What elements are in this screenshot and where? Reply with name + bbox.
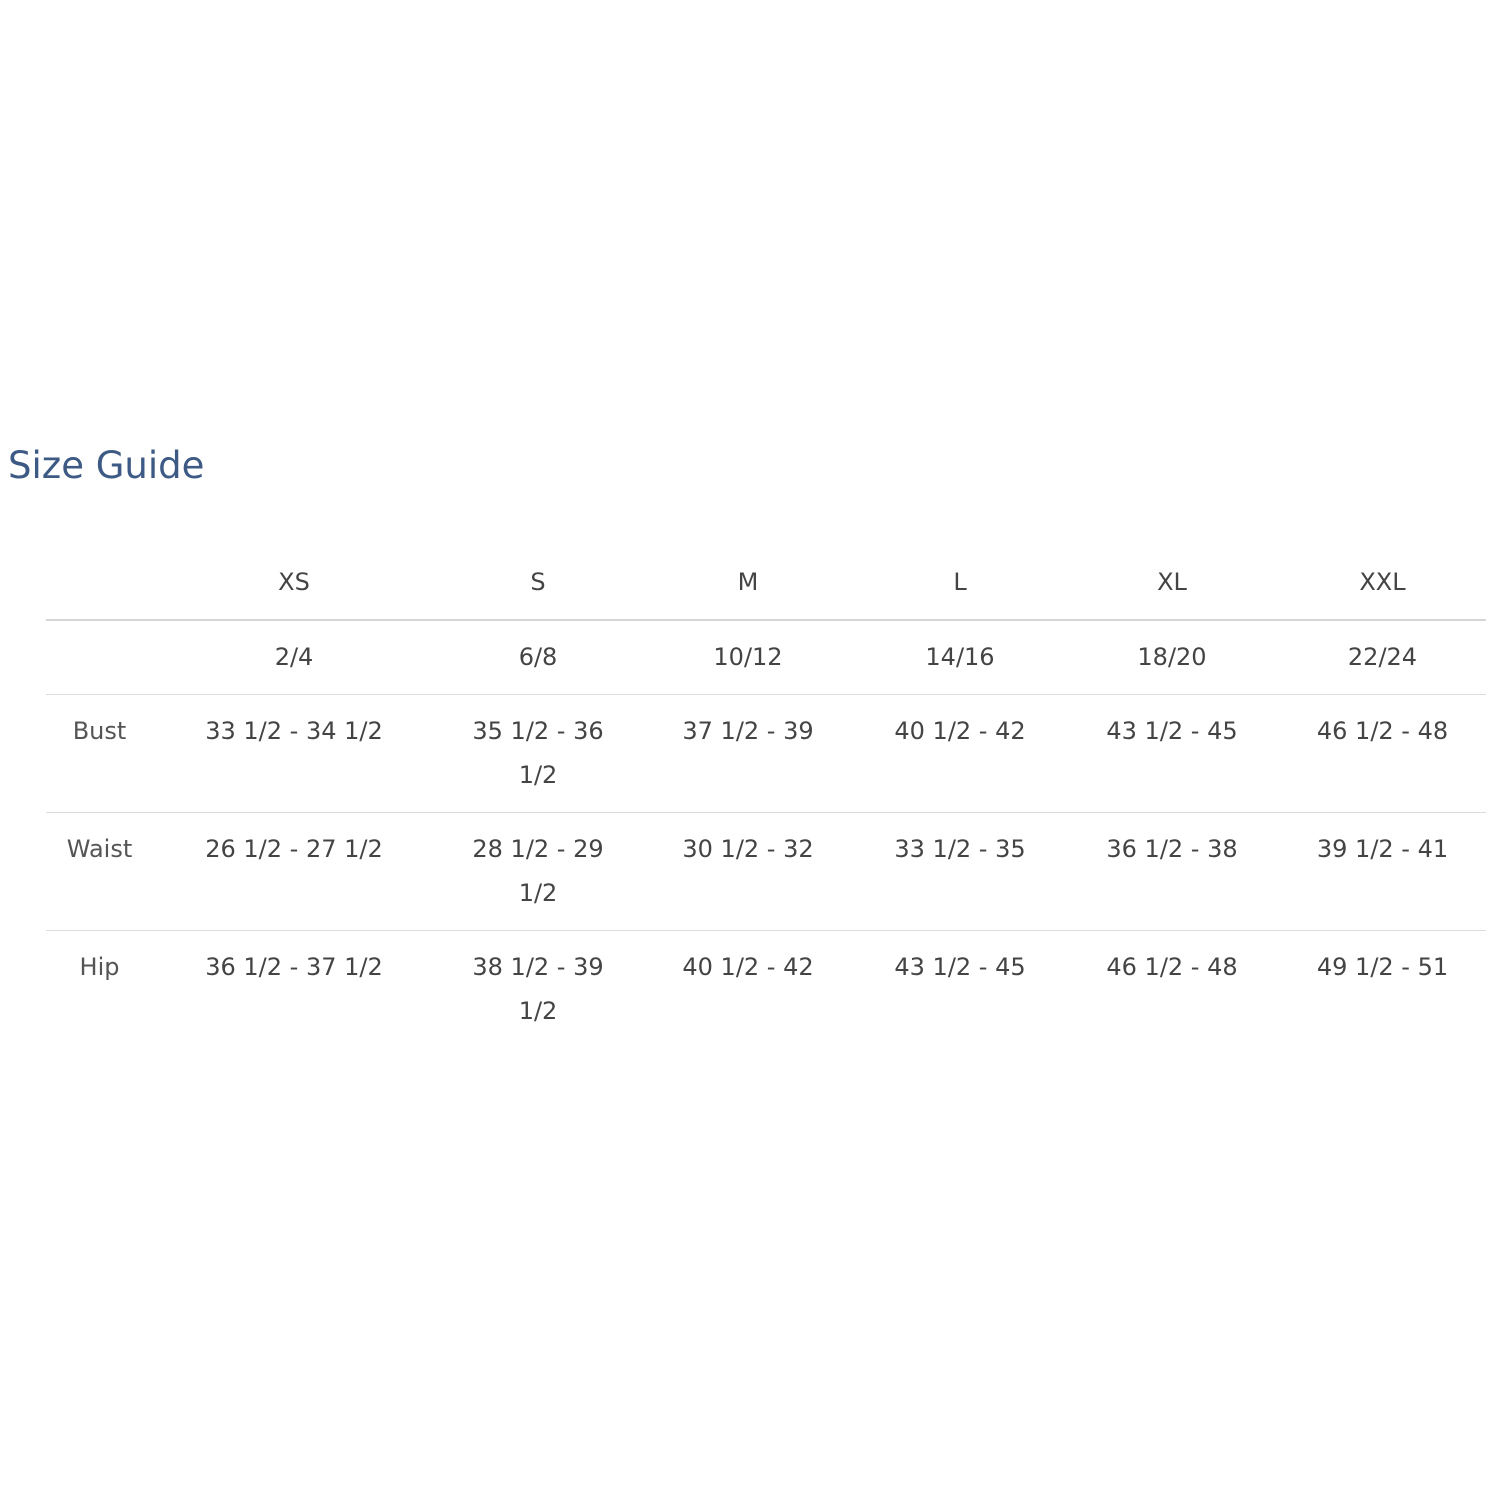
column-header-m: M — [641, 544, 855, 620]
column-header-xxl: XXL — [1279, 544, 1486, 620]
numeric-size-cell: 2/4 — [153, 620, 435, 694]
numeric-size-cell: 22/24 — [1279, 620, 1486, 694]
size-chart-table — [46, 544, 1486, 1048]
measurement-cell: 26 1/2 - 27 1/2 — [153, 812, 435, 930]
measurement-cell: 33 1/2 - 35 — [855, 812, 1065, 930]
measurement-cell: 39 1/2 - 41 — [1279, 812, 1486, 930]
numeric-size-row — [46, 620, 1486, 694]
row-label-bust: Bust — [46, 694, 153, 812]
column-header-s: S — [435, 544, 641, 620]
numeric-size-cell: 10/12 — [641, 620, 855, 694]
measurement-cell: 36 1/2 - 37 1/2 — [205, 952, 383, 981]
numeric-size-cell: 14/16 — [855, 620, 1065, 694]
header-corner-cell — [46, 544, 153, 620]
row-label-waist: Waist — [46, 812, 153, 930]
measurement-cell: 46 1/2 - 48 — [1106, 952, 1238, 981]
measurement-cell: 49 1/2 - 51 — [1316, 952, 1449, 981]
column-header-xs: XS — [153, 544, 435, 620]
measurement-cell: 37 1/2 - 39 — [641, 694, 855, 812]
measurement-cell: 40 1/2 - 42 — [682, 952, 814, 981]
numeric-size-label-cell — [46, 620, 153, 694]
page-title: Size Guide — [8, 444, 205, 487]
measurement-cell: 46 1/2 - 48 — [1279, 694, 1486, 812]
column-header-xl: XL — [1065, 544, 1279, 620]
numeric-size-cell: 6/8 — [435, 620, 641, 694]
bust-row — [46, 694, 1486, 812]
measurement-cell: 36 1/2 - 38 — [1065, 812, 1279, 930]
measurement-cell: 30 1/2 - 32 — [641, 812, 855, 930]
measurement-cell: 38 1/2 - 39 1/2 — [472, 952, 604, 1025]
size-header-row — [46, 544, 1486, 620]
row-label-hip: Hip — [79, 952, 120, 981]
numeric-size-cell: 18/20 — [1065, 620, 1279, 694]
hip-row — [46, 930, 1486, 1048]
measurement-cell: 35 1/2 - 36 1/2 — [435, 694, 641, 812]
measurement-cell: 28 1/2 - 29 1/2 — [435, 812, 641, 930]
measurement-cell: 43 1/2 - 45 — [1065, 694, 1279, 812]
measurement-cell: 40 1/2 - 42 — [855, 694, 1065, 812]
measurement-cell: 33 1/2 - 34 1/2 — [153, 694, 435, 812]
waist-row — [46, 812, 1486, 930]
column-header-l: L — [855, 544, 1065, 620]
measurement-cell: 43 1/2 - 45 — [894, 952, 1026, 981]
